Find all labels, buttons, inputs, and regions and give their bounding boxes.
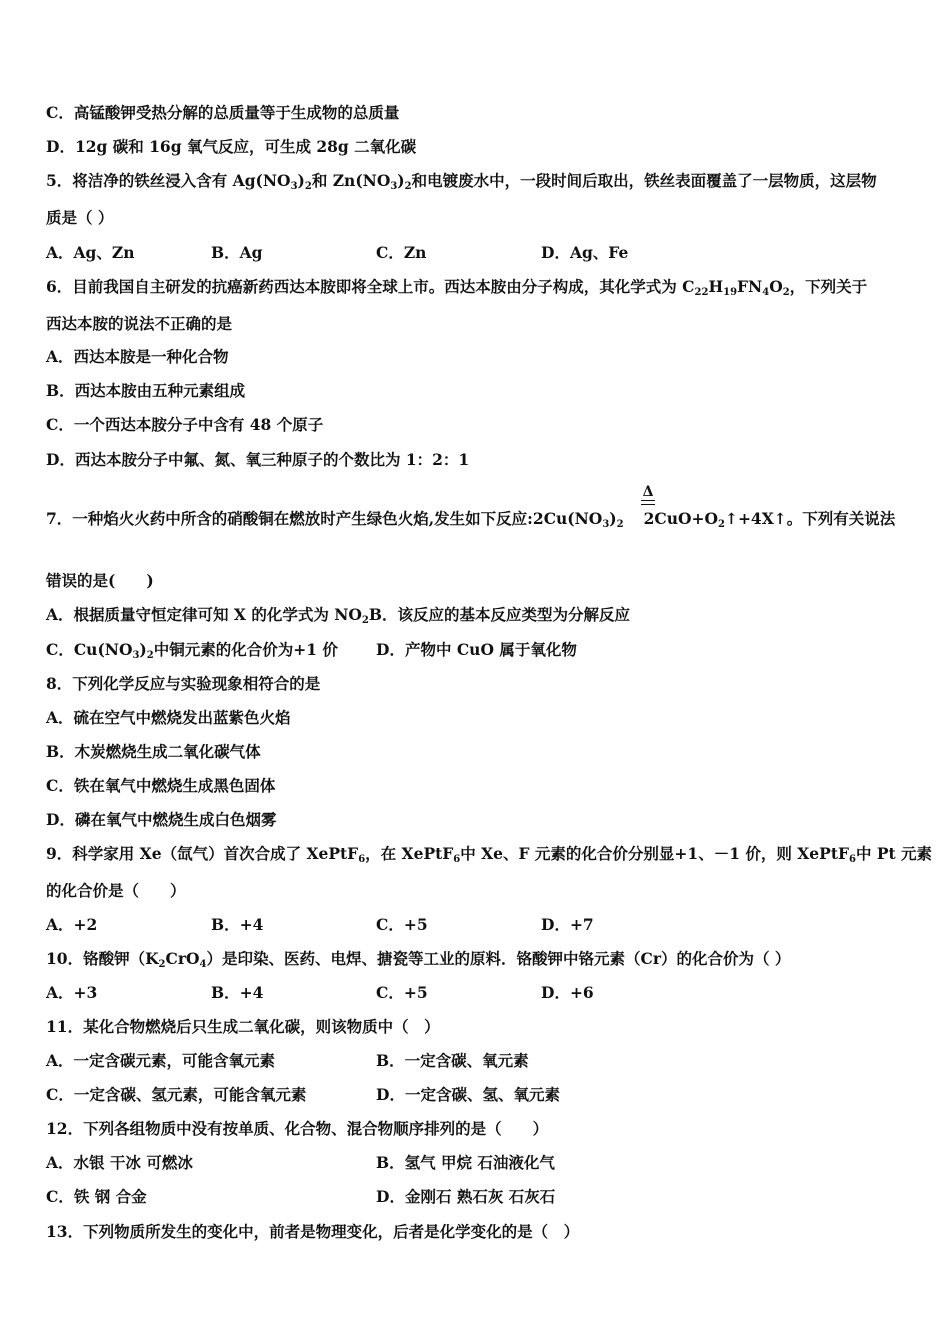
q4-option-d: D．12g 碳和 16g 氧气反应，可生成 28g 二氧化碳	[46, 137, 417, 156]
q10-option-b: B．+4	[211, 983, 264, 1002]
q7-option-c: C．$Cu(NO_3)_2$中铜元素的化合价为+1 价	[46, 640, 338, 661]
q12-option-c: C．铁 钢 合金	[46, 1187, 147, 1206]
q9-stem-line2: 的化合价是（ ）	[46, 881, 186, 900]
q11-option-b: B．一定含碳、氧元素	[376, 1051, 529, 1070]
q11-option-d: D．一定含碳、氢、氧元素	[376, 1085, 560, 1104]
q7-stem: 7．一种焰火火药中所含的硝酸铜在燃放时产生绿色火焰,发生如下反应$:2Cu(NO_3)_2$ $2CuO+O_2↑+4X↑$。下列有关说法	[46, 509, 896, 530]
q8-option-b: B．木炭燃烧生成二氧化碳气体	[46, 742, 261, 761]
q8-option-c: C．铁在氧气中燃烧生成黑色固体	[46, 776, 276, 795]
q5-stem-line2: 质是（ ）	[46, 208, 114, 227]
q9-option-c: C．+5	[376, 915, 428, 934]
heat-symbol: Δ	[641, 485, 655, 505]
q12-stem: 12．下列各组物质中没有按单质、化合物、混合物顺序排列的是（ ）	[46, 1119, 549, 1138]
q5-option-b: B．Ag	[211, 243, 263, 262]
q5-option-a: A．Ag、Zn	[46, 243, 135, 262]
q13-stem: 13．下列物质所发生的变化中，前者是物理变化，后者是化学变化的是（ ）	[46, 1222, 580, 1241]
q10-option-a: A．+3	[46, 983, 98, 1002]
q6-option-d: D．西达本胺分子中氟、氮、氧三种原子的个数比为 1：2：1	[46, 450, 470, 469]
q6-stem-line2: 西达本胺的说法不正确的是	[46, 314, 233, 333]
q12-option-b: B．氢气 甲烷 石油液化气	[376, 1153, 555, 1172]
q10-option-d: D．+6	[541, 983, 594, 1002]
q9-stem: 9．科学家用 Xe（氙气）首次合成了 XePtF$_6$，在 XePtF$_6$中 Xe、F 元素的化合价分别显+1、－1 价，则 XePtF$_6$中 Pt 元素	[46, 844, 933, 865]
q7-option-a: A．根据质量守恒定律可知 X 的化学式为 $NO_2$	[46, 605, 369, 626]
q6-option-c: C．一个西达本胺分子中含有 48 个原子	[46, 415, 324, 434]
q7-option-d: D．产物中 CuO 属于氧化物	[376, 640, 577, 659]
q10-stem: 10．铬酸钾$(K_2CrO_4)$是印染、医药、电焊、搪瓷等工业的原料．铬酸钾中铬元素（Cr）的化合价为（ ）	[46, 949, 791, 970]
q7-options-ab	[46, 605, 630, 625]
q5-option-c: C．Zn	[376, 243, 427, 262]
q5-stem: 5．将洁净的铁丝浸入含有 $Ag(NO_3)_2$和 $Zn(NO_3)_2$和电镀废水中，一段时间后取出，铁丝表面覆盖了一层物质，这层物	[46, 171, 877, 192]
q6-stem: 6．目前我国自主研发的抗癌新药西达本胺即将全球上市。西达本胺由分子构成，其化学式为 $C_{22}H_{19}FN_4O_2$，下列关于	[46, 277, 868, 298]
q12-option-a: A．水银 干冰 可燃冰	[46, 1153, 193, 1172]
q8-option-a: A．硫在空气中燃烧发出蓝紫色火焰	[46, 708, 291, 727]
q8-stem: 8．下列化学反应与实验现象相符合的是	[46, 674, 321, 693]
q9-option-a: A．+2	[46, 915, 98, 934]
q11-option-a: A．一定含碳元素，可能含氧元素	[46, 1051, 276, 1070]
q6-option-b: B．西达本胺由五种元素组成	[46, 381, 246, 400]
q7-option-b: B．该反应的基本反应类型为分解反应	[368, 605, 630, 624]
q4-option-c: C．高锰酸钾受热分解的总质量等于生成物的总质量	[46, 103, 400, 122]
q6-option-a: A．西达本胺是一种化合物	[46, 347, 229, 366]
q10-option-c: C．+5	[376, 983, 428, 1002]
q11-option-c: C．一定含碳、氢元素，可能含氧元素	[46, 1085, 307, 1104]
q9-option-d: D．+7	[541, 915, 594, 934]
q9-option-b: B．+4	[211, 915, 264, 934]
q5-option-d: D．Ag、Fe	[541, 243, 629, 262]
q7-stem-line2: 错误的是( )	[46, 571, 154, 590]
q11-stem: 11．某化合物燃烧后只生成二氧化碳，则该物质中（ ）	[46, 1017, 440, 1036]
q12-option-d: D．金刚石 熟石灰 石灰石	[376, 1187, 556, 1206]
q8-option-d: D．磷在氧气中燃烧生成白色烟雾	[46, 810, 277, 829]
